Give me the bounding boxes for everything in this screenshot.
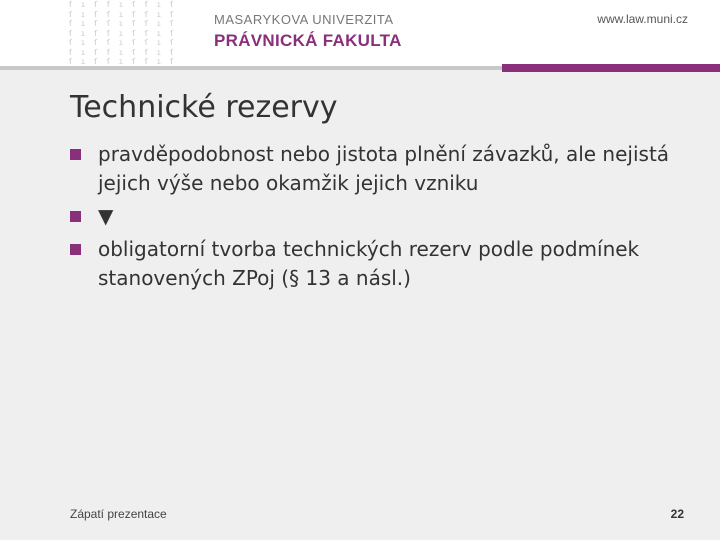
bullet-item [70, 202, 700, 231]
bullet-text: ▼ [98, 204, 114, 228]
square-bullet-icon [70, 149, 81, 160]
header-gray-band [0, 66, 502, 70]
header-accent-band [502, 64, 720, 72]
faculty-name: PRÁVNICKÁ FAKULTA [214, 31, 402, 50]
square-bullet-icon [70, 244, 81, 255]
page-number: 22 [670, 507, 684, 521]
bullet-text: pravděpodobnost nebo jistota plnění závazků, ale nejistá jejich výše nebo okamžik jejich vzniku [98, 142, 670, 195]
header [0, 0, 720, 70]
square-bullet-icon [70, 211, 81, 222]
footer-text: Zápatí prezentace [70, 507, 167, 521]
bullet-list [70, 140, 700, 297]
slide-title: Technické rezervy [70, 90, 338, 125]
university-name: MASARYKOVA UNIVERZITA [214, 12, 394, 27]
header-url: www.law.muni.cz [597, 12, 688, 26]
bullet-item [70, 235, 700, 293]
bullet-item [70, 140, 700, 198]
bullet-text: obligatorní tvorba technických rezerv podle podmínek stanovených ZPoj (§ 13 a násl.) [98, 237, 640, 290]
logo-pattern-icon: ſ ı ſ ſ ı ſ ſ ı ſ ſ ı ſ ſ ı ſ ſ ı ſ ſ ı ſ ſ ı ſ ſ ı ſ ſ ı ſ ſ ı ſ ſ ı ſ ſ ı ſ ſ ı ſ ſ ı ſ ſ ı ſ ſ ı ſ ſ ı ſ ſ ı ſ ſ ı ſ ſ ı ſ [68, 0, 176, 66]
